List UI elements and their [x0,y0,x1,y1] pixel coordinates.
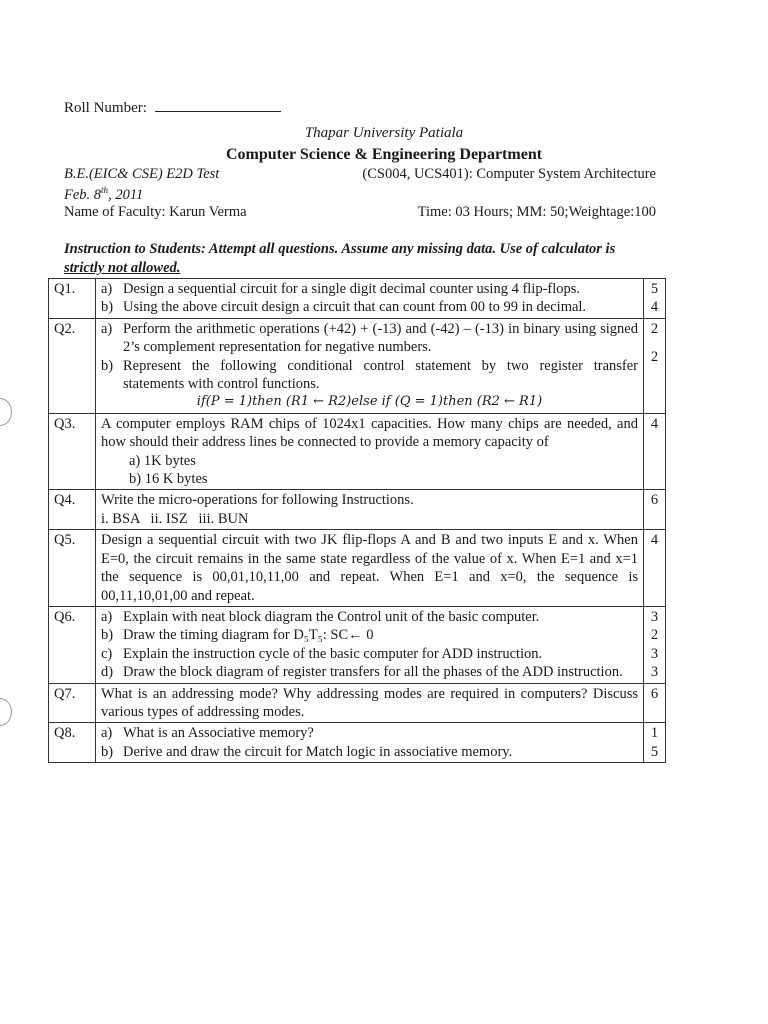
time-marks: Time: 03 Hours; MM: 50;Weightage:100 [417,204,656,220]
question-body: a) Design a sequential circuit for a single digit decimal counter using 4 flip-flops. b) Using the above circuit design a circuit that can count from 00 to 99 in decimal. [96,279,644,319]
question-text: Design a sequential circuit with two JK flip-flops A and B and two inputs E and x. When E=0, the circuit remains in the same state regardless of the value of x. When E=1 and x=1 the sequence is 00,01,10,11,00 and repeat. When E=1 and x=0, the sequence is 00,11,10,01,00 and repeat. [101,532,638,604]
instruction-list: i. BSA ii. ISZ iii. BUN [101,510,249,527]
conditional-formula: if(P = 1)then (R1 ← R2)else if (Q = 1)then (R2 ← R1) [196,394,543,410]
question-row-q4 [49,490,666,530]
question-text: Represent the following conditional control statement by two register transfer statements with control functions. [123,357,638,393]
question-text: Perform the arithmetic operations (+42) + (-13) and (-42) – (-13) in binary using signed 2’s complement representation for negative numbers. [123,320,638,356]
question-row-q1 [49,279,666,319]
question-number: Q8. [49,723,96,763]
instruction-line-1: Instruction to Students: Attempt all questions. Assume any missing data. Use of calculator is [64,241,616,257]
question-row-q3 [49,413,666,490]
instructions [64,240,660,278]
roll-number-label: Roll Number: [64,100,147,116]
university-name: Thapar University Patiala [304,125,464,141]
question-number: Q5. [49,530,96,607]
question-body [96,490,644,530]
question-number: Q2. [49,318,96,413]
question-text: Explain with neat block diagram the Control unit of the basic computer. [123,608,540,625]
question-body: a) Explain with neat block diagram the Control unit of the basic computer. b) Draw the timing diagram for D₅T₅: SC← 0 c) Explain the instruction cycle of the basic computer for ADD instruction. d) Draw the block diagram of register transfers for all the phases of the ADD instruction. [96,606,644,683]
question-text: What is an addressing mode? Why addressing modes are required in computers? Discuss various types of addressing modes. [101,685,638,720]
question-body: a) Perform the arithmetic operations (+42) + (-13) and (-42) – (-13) in binary using signed 2’s complement representation for negative numbers. b) Represent the following conditional control statement by two register transfer statements with control functions. if(P = 1)then (R1 ← R2)else if (Q = 1)then (R2 ← R1) [96,318,644,413]
sub-item: a) 1K bytes [129,452,196,469]
marks-cell: 4 [644,413,666,490]
department-name: Computer Science & Engineering Department [225,146,543,163]
question-body [96,683,644,723]
question-row-q5 [49,530,666,607]
question-number: Q3. [49,413,96,490]
question-text: Explain the instruction cycle of the basic computer for ADD instruction. [123,645,543,662]
question-number: Q7. [49,683,96,723]
marks-cell: 1 5 [644,723,666,763]
question-number: Q1. [49,279,96,319]
question-number: Q4. [49,490,96,530]
instruction-line-2: strictly not allowed. [64,260,181,276]
roll-number-blank [155,97,281,112]
course-codes: (CS004, UCS401): Computer System Architecture [362,166,656,182]
question-text: Derive and draw the circuit for Match logic in associative memory. [123,743,513,760]
question-text: Write the micro-operations for following Instructions. [101,492,414,509]
marks-cell: 5 4 [644,279,666,319]
sub-item: b) 16 K bytes [129,471,208,488]
roll-number-field [64,97,281,117]
question-text: Design a sequential circuit for a single digit decimal counter using 4 flip-flops. [123,281,581,297]
marks-cell: 3 2 3 3 [644,606,666,683]
question-text: Using the above circuit design a circuit that can count from 00 to 99 in decimal. [123,299,587,316]
question-text: A computer employs RAM chips of 1024x1 capacities. How many chips are needed, and how should their address lines be connected to provide a memory capacity of [101,415,638,451]
questions-table [48,278,666,763]
question-row-q2 [49,318,666,413]
question-body: a) What is an Associative memory? b) Derive and draw the circuit for Match logic in associative memory. [96,723,644,763]
question-row-q7 [49,683,666,723]
punch-hole-lower [0,698,12,726]
question-text: Draw the block diagram of register transfers for all the phases of the ADD instruction. [123,664,623,681]
marks-cell: 6 [644,490,666,530]
course-line: B.E.(EIC& CSE) E2D Test [64,166,220,182]
marks-cell: 2 2 [644,318,666,413]
faculty-name: Name of Faculty: Karun Verma [64,204,247,220]
question-number: Q6. [49,606,96,683]
exam-date: Feb. 8th, 2011 [64,185,144,203]
punch-hole-upper [0,398,12,426]
marks-cell: 6 [644,683,666,723]
question-body [96,413,644,490]
question-text: Draw the timing diagram for D₅T₅: SC← 0 [123,627,374,644]
question-row-q6 [49,606,666,683]
question-text: What is an Associative memory? [123,725,314,742]
marks-cell: 4 [644,530,666,607]
question-row-q8 [49,723,666,763]
question-body [96,530,644,607]
